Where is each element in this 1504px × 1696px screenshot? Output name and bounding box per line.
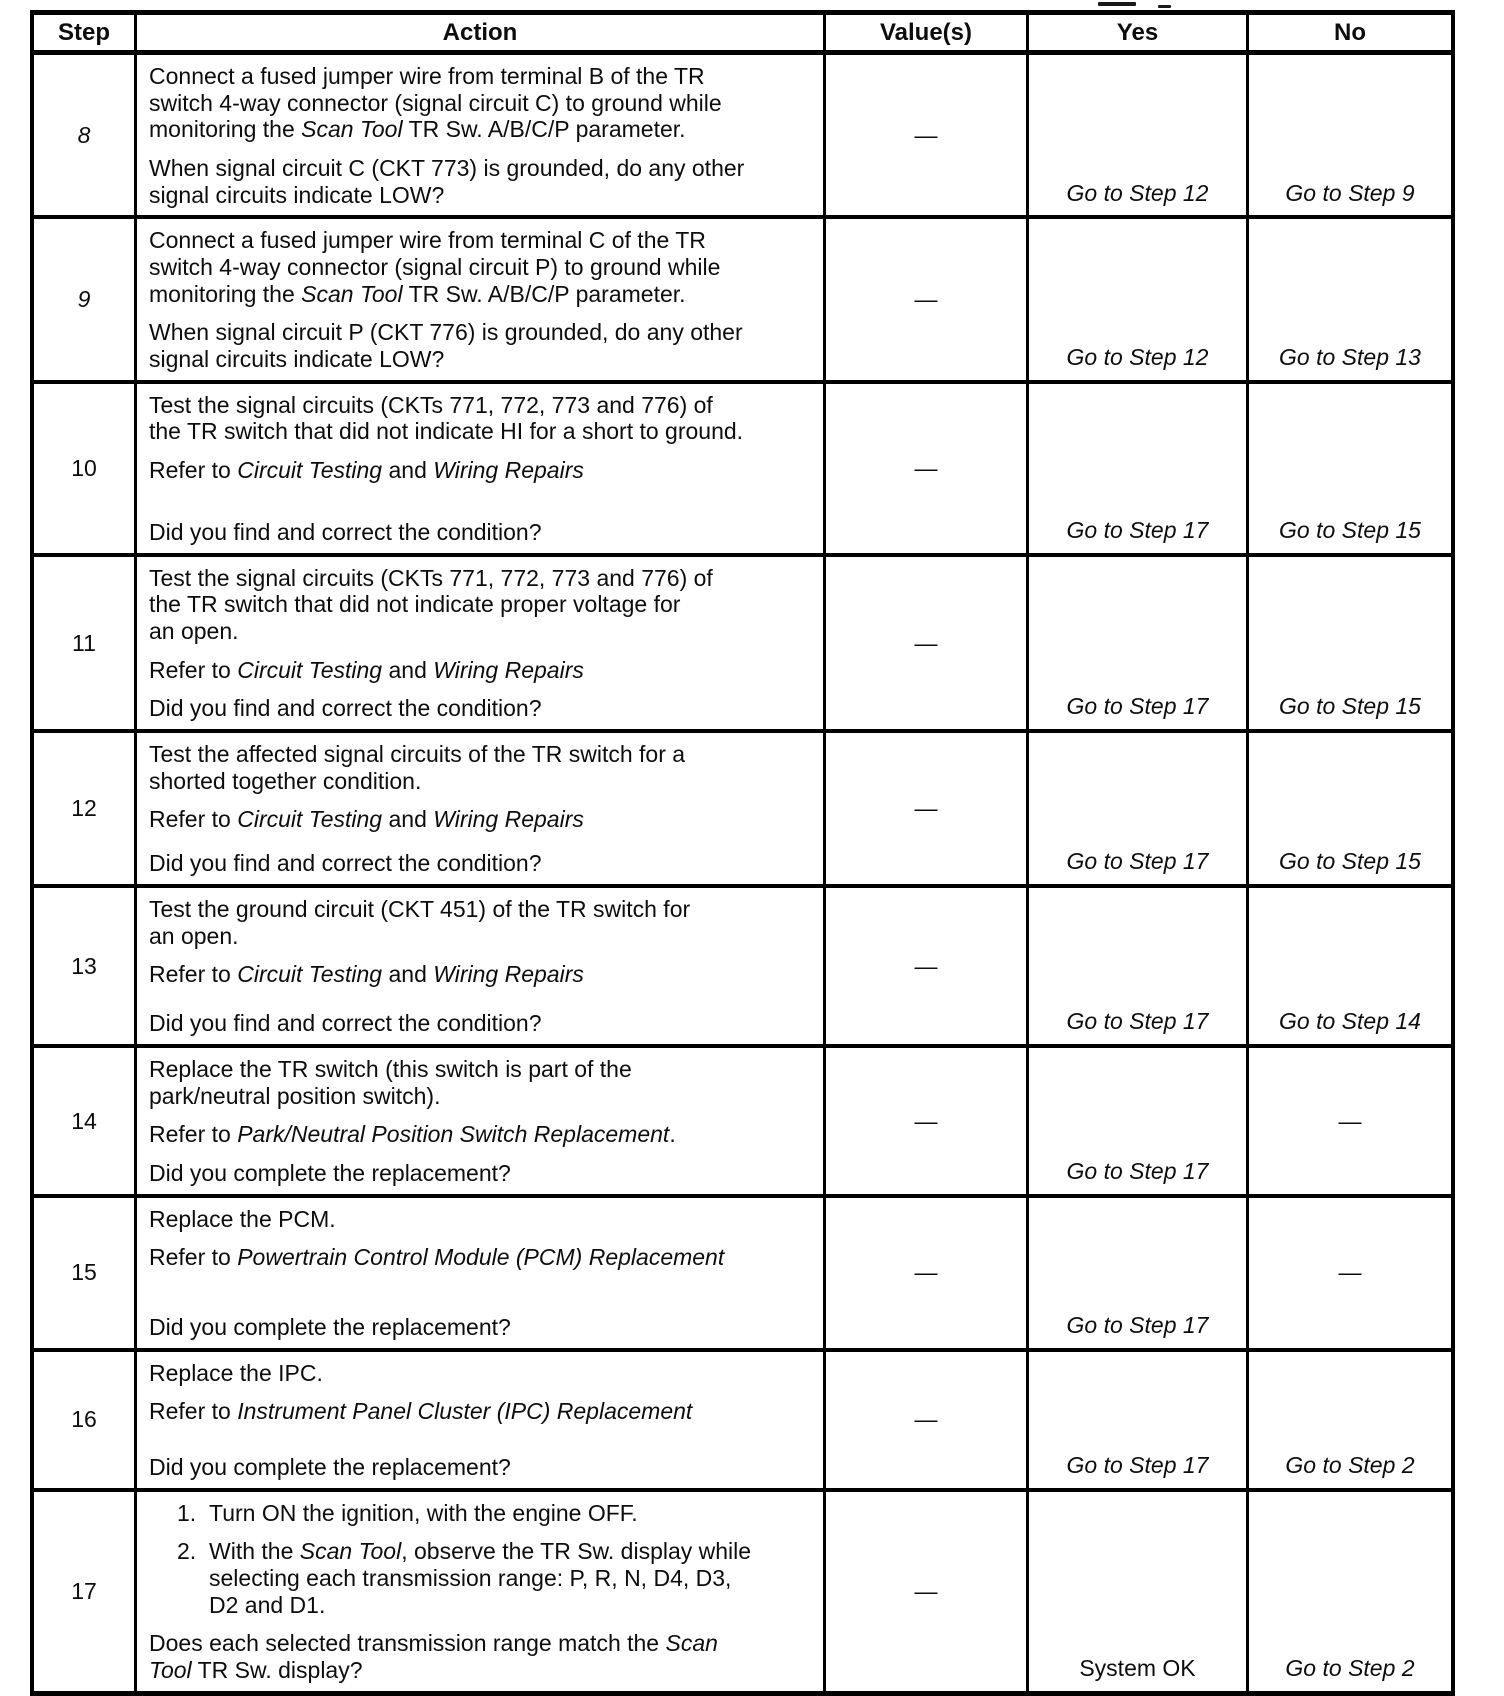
goto-text: Go to Step 9	[1285, 179, 1415, 206]
action-text: Scan Tool	[301, 116, 403, 143]
action-text: Test the signal circuits (CKTs 771, 772, 773 and 776) of the TR switch that did not indicate HI for a short to ground.	[149, 391, 744, 445]
action-text: Turn ON the ignition, with the engine OFF.	[209, 1499, 638, 1526]
action-paragraph	[149, 961, 813, 988]
goto-text: Go to Step 17	[1066, 517, 1209, 544]
action-paragraph	[149, 63, 813, 143]
action-paragraph	[149, 741, 813, 794]
action-text: Did you find and correct the condition?	[149, 695, 542, 722]
action-text: Replace the PCM.	[149, 1205, 336, 1232]
action-text: Circuit Testing	[237, 961, 383, 988]
action-text: Replace the IPC.	[149, 1359, 323, 1386]
value-cell: —	[826, 557, 1029, 729]
action-text: Scan Tool	[301, 280, 403, 307]
header-cell-action: Action	[137, 15, 826, 50]
action-text: Test the affected signal circuits of the TR switch for a shorted together condition.	[149, 741, 686, 794]
table-row	[34, 219, 1451, 383]
goto-text: —	[1338, 1259, 1362, 1286]
header-cell-values: Value(s)	[826, 15, 1029, 50]
step-number: 10	[71, 454, 97, 481]
value-cell: —	[826, 733, 1029, 884]
value-cell: —	[826, 1492, 1029, 1691]
step-cell	[34, 1048, 137, 1194]
action-text: Did you complete the replacement?	[149, 1160, 511, 1187]
action-text: When signal circuit P (CKT 776) is grounded, do any other signal circuits indicate LOW?	[149, 319, 743, 373]
action-paragraph	[149, 1121, 813, 1148]
action-text: Wiring Repairs	[433, 961, 584, 988]
step-number: 8	[77, 121, 91, 148]
action-text: and	[382, 961, 434, 988]
action-cell	[137, 557, 826, 729]
step-cell	[34, 1352, 137, 1488]
table-row	[34, 384, 1451, 557]
action-text: Circuit Testing	[237, 656, 383, 683]
action-text: Refer to	[149, 1244, 238, 1271]
step-number: 11	[72, 629, 96, 656]
yes-cell	[1029, 733, 1249, 884]
action-text: Did you complete the replacement?	[149, 1454, 511, 1481]
goto-text: Go to Step 17	[1066, 1312, 1209, 1339]
yes-cell	[1029, 1492, 1249, 1691]
step-cell	[34, 557, 137, 729]
table-header-row	[34, 15, 1451, 55]
step-cell	[34, 1492, 137, 1691]
action-text: Park/Neutral Position Switch Replacement	[237, 1121, 670, 1148]
action-text: Wiring Repairs	[433, 457, 584, 484]
action-text: Did you find and correct the condition?	[149, 1010, 542, 1037]
goto-text: Go to Step 15	[1279, 517, 1421, 544]
action-text: , observe the TR Sw. display while selecting each transmission range: P, R, N, D4, D3, D2 and D1.	[209, 1538, 752, 1618]
action-text: Powertrain Control Module (PCM) Replacement	[237, 1244, 725, 1271]
action-text: TR Sw. display?	[191, 1657, 363, 1684]
step-number: 16	[71, 1406, 97, 1433]
action-cell	[137, 55, 826, 215]
action-text: .	[669, 1121, 676, 1148]
action-text: Refer to	[149, 961, 238, 988]
goto-text: —	[1338, 1107, 1362, 1134]
action-text: When signal circuit C (CKT 773) is grounded, do any other signal circuits indicate LOW?	[149, 155, 745, 208]
action-paragraph	[149, 1056, 813, 1109]
action-text: and	[382, 457, 434, 484]
action-paragraph	[149, 1360, 813, 1387]
goto-text: Go to Step 17	[1066, 848, 1209, 875]
yes-cell	[1029, 55, 1249, 215]
no-cell	[1249, 557, 1451, 729]
action-text: Scan Tool	[149, 1630, 718, 1684]
goto-text: Go to Step 13	[1279, 344, 1421, 371]
header-cell-yes: Yes	[1029, 15, 1249, 50]
table-row	[34, 733, 1451, 888]
action-cell	[137, 1492, 826, 1691]
no-cell	[1249, 1048, 1451, 1194]
action-text: and	[382, 656, 434, 683]
scan-artifact	[1158, 5, 1171, 8]
no-cell	[1249, 1492, 1451, 1691]
action-text: Scan Tool	[299, 1538, 402, 1565]
step-cell	[34, 888, 137, 1044]
action-cell	[137, 1198, 826, 1348]
header-cell-step: Step	[34, 15, 137, 50]
goto-text: Go to Step 15	[1279, 693, 1421, 720]
action-paragraph	[149, 457, 813, 484]
action-text: Instrument Panel Cluster (IPC) Replacement	[237, 1398, 693, 1425]
action-text: Circuit Testing	[237, 457, 383, 484]
goto-text: Go to Step 17	[1066, 693, 1209, 720]
yes-cell	[1029, 384, 1249, 553]
action-text: Did you find and correct the condition?	[149, 519, 542, 546]
action-paragraph	[149, 1398, 813, 1425]
action-text: Test the ground circuit (CKT 451) of the TR switch for an open.	[149, 896, 691, 949]
action-text: Wiring Repairs	[433, 806, 584, 833]
action-paragraph	[149, 1244, 813, 1271]
yes-cell	[1029, 888, 1249, 1044]
action-question	[149, 695, 813, 722]
value-cell: —	[826, 219, 1029, 379]
step-cell	[34, 55, 137, 215]
action-text: With the	[209, 1538, 300, 1565]
step-cell	[34, 219, 137, 379]
value-cell: —	[826, 888, 1029, 1044]
no-cell	[1249, 888, 1451, 1044]
value-cell: —	[826, 1048, 1029, 1194]
yes-cell	[1029, 1048, 1249, 1194]
action-cell	[137, 1048, 826, 1194]
action-paragraph	[149, 1206, 813, 1233]
action-paragraph	[149, 657, 813, 684]
no-cell	[1249, 55, 1451, 215]
goto-text: Go to Step 12	[1066, 179, 1209, 206]
step-cell	[34, 384, 137, 553]
action-text: Does each selected transmission range match the	[149, 1630, 666, 1657]
table-row	[34, 55, 1451, 219]
table-body	[34, 55, 1451, 1691]
action-question	[149, 1454, 813, 1481]
no-cell	[1249, 733, 1451, 884]
table-row	[34, 1198, 1451, 1352]
step-number: 9	[77, 286, 91, 313]
action-question	[149, 1314, 813, 1341]
action-paragraph	[149, 227, 813, 307]
action-text: Test the signal circuits (CKTs 771, 772, 773 and 776) of the TR switch that did not indicate proper voltage for an open.	[149, 564, 713, 645]
action-text: Did you find and correct the condition?	[149, 850, 542, 877]
value-cell: —	[826, 55, 1029, 215]
table-row	[34, 888, 1451, 1048]
action-text: Connect a fused jumper wire from terminal C of the TR switch 4-way connector (signal circuit P) to ground while monitoring the	[149, 227, 721, 307]
action-text: Circuit Testing	[237, 806, 383, 833]
list-number: 2.	[177, 1538, 197, 1565]
goto-text: Go to Step 17	[1066, 1008, 1209, 1035]
table-row	[34, 1048, 1451, 1198]
action-cell	[137, 384, 826, 553]
value-cell: —	[826, 1198, 1029, 1348]
table-row	[34, 1492, 1451, 1691]
action-question	[149, 155, 813, 208]
action-question	[149, 1160, 813, 1187]
yes-cell	[1029, 1352, 1249, 1488]
table-row	[34, 557, 1451, 733]
no-cell	[1249, 219, 1451, 379]
action-paragraph	[149, 1500, 813, 1527]
goto-text: Go to Step 2	[1285, 1452, 1415, 1479]
action-text: Did you complete the replacement?	[149, 1314, 511, 1341]
action-text: Refer to	[149, 1121, 238, 1148]
action-text: Refer to	[149, 656, 238, 683]
goto-text: Go to Step 12	[1066, 344, 1209, 371]
value-cell: —	[826, 384, 1029, 553]
step-cell	[34, 733, 137, 884]
step-number: 17	[71, 1577, 97, 1604]
action-paragraph	[149, 565, 813, 645]
action-text: Refer to	[149, 457, 238, 484]
table-row	[34, 1352, 1451, 1492]
yes-cell	[1029, 557, 1249, 729]
yes-cell	[1029, 1198, 1249, 1348]
action-question	[149, 319, 813, 372]
action-paragraph	[149, 392, 813, 445]
action-paragraph	[149, 806, 813, 833]
action-cell	[137, 733, 826, 884]
step-number: 14	[71, 1107, 97, 1134]
scan-artifact	[1098, 2, 1136, 6]
list-number: 1.	[177, 1499, 197, 1526]
action-question	[149, 519, 813, 546]
goto-text: System OK	[1079, 1655, 1196, 1682]
action-cell	[137, 888, 826, 1044]
goto-text: Go to Step 14	[1279, 1008, 1421, 1035]
action-cell	[137, 1352, 826, 1488]
action-paragraph	[149, 896, 813, 949]
action-text: Wiring Repairs	[433, 656, 584, 683]
action-paragraph	[149, 1538, 813, 1618]
action-text: Replace the TR switch (this switch is part of the park/neutral position switch).	[149, 1056, 632, 1109]
value-cell: —	[826, 1352, 1029, 1488]
step-number: 13	[71, 952, 97, 979]
action-text: Refer to	[149, 806, 238, 833]
diagnostic-table	[30, 10, 1455, 1696]
goto-text: Go to Step 15	[1279, 848, 1421, 875]
goto-text: Go to Step 17	[1066, 1452, 1209, 1479]
action-text: and	[382, 806, 434, 833]
action-text: Connect a fused jumper wire from terminal B of the TR switch 4-way connector (signal circuit C) to ground while monitoring the	[149, 63, 722, 143]
step-number: 15	[71, 1259, 97, 1286]
action-cell	[137, 219, 826, 379]
no-cell	[1249, 384, 1451, 553]
header-cell-no: No	[1334, 18, 1366, 46]
no-cell	[1249, 1198, 1451, 1348]
action-question	[149, 850, 813, 877]
action-text: TR Sw. A/B/C/P parameter.	[402, 116, 686, 143]
action-text: Refer to	[149, 1398, 238, 1425]
action-text: TR Sw. A/B/C/P parameter.	[402, 280, 686, 307]
step-number: 12	[71, 795, 97, 822]
goto-text: Go to Step 2	[1285, 1655, 1415, 1682]
no-cell	[1249, 1352, 1451, 1488]
goto-text: Go to Step 17	[1066, 1158, 1209, 1185]
step-cell	[34, 1198, 137, 1348]
yes-cell	[1029, 219, 1249, 379]
action-question	[149, 1010, 813, 1037]
